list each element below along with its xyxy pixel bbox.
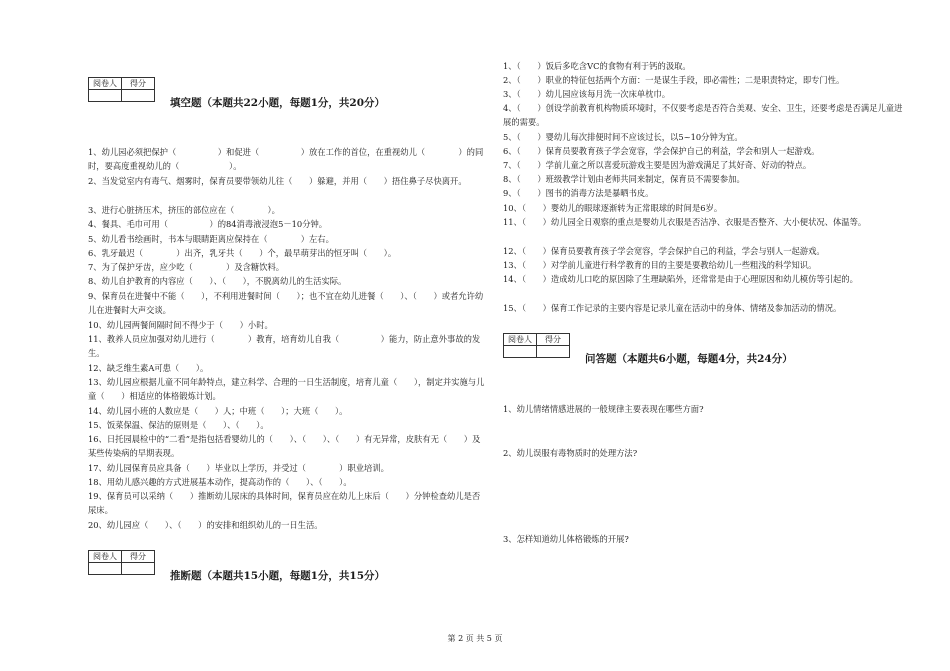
fill-question-9: 9、保育员在进餐中不能（ ），不利用进餐时间（ ）；也不宜在幼儿进餐（ ）、（ ）或者允许幼儿在进餐时大声交谈。 — [88, 291, 484, 315]
fill-question-13: 13、幼儿园应根据儿童不同年龄特点，建立科学、合理的一日生活制度，培育儿童（ ），制定并实施与儿童（ ）相适应的体格锻炼计划。 — [88, 377, 485, 401]
judge-question-6: 6、（ ）保育员要教育孩子学会宽容，学会保护自己的利益，学会和别人一起游戏。 — [503, 146, 820, 156]
reviewer-cell — [89, 90, 122, 102]
reviewer-label: 阅卷人 — [89, 551, 122, 563]
score-label: 得分 — [537, 334, 570, 346]
fill-question-3: 3、进行心脏挤压术，挤压的部位应在（ ）。 — [88, 205, 280, 215]
fill-question-5: 5、幼儿看书绘画时，书本与眼睛距离应保持在（ ）左右。 — [88, 234, 334, 244]
judge-question-3: 3、（ ）幼儿园应该每月洗一次床单枕巾。 — [503, 89, 671, 99]
score-label: 得分 — [122, 78, 155, 90]
reviewer-label: 阅卷人 — [504, 334, 537, 346]
fill-question-16: 16、日托园晨检中的“二看”是指包括看婴幼儿的（ ）、（ ）、（ ）有无异常，皮肤有无（ ）及某些传染病的早期表现。 — [88, 434, 481, 458]
fill-section-title: 填空题（本题共22小题，每题1分，共20分） — [170, 97, 386, 109]
fill-question-15: 15、饭菜保温、保洁的原则是（ ）、（ ）。 — [88, 420, 269, 430]
score-label: 得分 — [122, 551, 155, 563]
judge-question-8: 8、（ ）班级教学计划由老师共同来制定，保育员不需要参加。 — [503, 174, 745, 184]
judge-question-15: 15、（ ）保育工作记录的主要内容是记录儿童在活动中的身体、情绪及参加活动的情况。 — [503, 303, 842, 313]
reviewer-cell — [89, 563, 122, 575]
score-box-judge — [88, 550, 155, 575]
fill-question-20: 20、幼儿园应（ ）、（ ）的安排和组织幼儿的一日生活。 — [88, 520, 323, 530]
fill-question-7: 7、为了保护牙齿，应少吃（ ）及含糖饮料。 — [88, 262, 285, 272]
judge-question-10: 10、（ ）婴幼儿的眼球逐渐转为正常眼球的时间是6岁。 — [503, 203, 723, 213]
fill-question-12: 12、缺乏维生素A可患（ ）。 — [88, 363, 209, 373]
fill-question-11: 11、教养人员应加强对幼儿进行（ ）教育，培育幼儿自我（ ）能力，防止意外事故的发生。 — [88, 334, 481, 358]
judge-question-11: 11、（ ）幼儿园全日观察的重点是婴幼儿衣服是否洁净、衣服是否整齐、大小便状况、体温等。 — [503, 217, 867, 227]
fill-question-17: 17、幼儿园保育员应具备（ ）毕业以上学历，并受过（ ）职业培训。 — [88, 463, 389, 473]
fill-question-19: 19、保育员可以采纳（ ）推断幼儿尿床的具体时间，保育员应在幼儿上床后（ ）分钟检查幼儿是否尿床。 — [88, 491, 481, 515]
judge-question-4: 4、（ ）创设学前教育机构物质环境时，不仅要考虑是否符合美观、安全、卫生，还要考虑是否满足儿童进展的需要。 — [503, 103, 903, 127]
fill-question-6: 6、乳牙最迟（ ）出齐，乳牙共（ ）个，最早萌芽出的恒牙叫（ ）。 — [88, 248, 397, 258]
qa-section-title: 问答题（本题共6小题，每题4分，共24分） — [585, 353, 793, 365]
score-box-qa — [503, 333, 570, 358]
qa-question-1: 1、幼儿情绪情感进展的一般规律主要表现在哪些方面? — [503, 404, 704, 414]
judge-question-9: 9、（ ）图书的消毒方法是暴晒书皮。 — [503, 188, 654, 198]
score-cell — [537, 346, 570, 358]
reviewer-cell — [504, 346, 537, 358]
judge-question-12: 12、（ ）保育员要教育孩子学会宽容，学会保护自己的利益，学会与别人一起游戏。 — [503, 246, 825, 256]
fill-question-1: 1、幼儿园必须把保护（ ）和促进（ ）放在工作的首位，在重视幼儿（ ）的同时，要高度重视幼儿的（ ）。 — [88, 147, 484, 171]
judge-question-7: 7、（ ）学前儿童之所以喜爱玩游戏主要是因为游戏满足了其好奇、好动的特点。 — [503, 160, 812, 170]
fill-question-14: 14、幼儿园小班的人数应是（ ）人；中班（ ）；大班（ ）。 — [88, 406, 348, 416]
qa-question-3: 3、怎样知道幼儿体格锻炼的开展? — [503, 534, 629, 544]
judge-section-title: 推断题（本题共15小题，每题1分，共15分） — [170, 570, 386, 582]
reviewer-label: 阅卷人 — [89, 78, 122, 90]
judge-question-5: 5、（ ）婴幼儿每次排便时间不应该过长，以5~10分钟为宜。 — [503, 132, 743, 142]
fill-question-2: 2、当发觉室内有毒气、烟雾时，保育员要带领幼儿往（ ）躲避，并用（ ）捂住鼻子尽快离开。 — [88, 176, 467, 186]
fill-question-10: 10、幼儿园两餐间隔时间不得少于（ ）小时。 — [88, 320, 273, 330]
judge-question-1: 1、（ ）饭后多吃含VC的食物有利于钙的汲取。 — [503, 61, 691, 71]
judge-question-14: 14、（ ）造成幼儿口吃的原因除了生理缺陷外，还常常是由于心理原因和幼儿模仿等引起的。 — [503, 274, 858, 284]
score-cell — [122, 563, 155, 575]
judge-question-13: 13、（ ）对学前儿童进行科学教育的目的主要是要教给幼儿一些粗浅的科学知识。 — [503, 260, 817, 270]
judge-question-2: 2、（ ）职业的特征包括两个方面：一是谋生手段，即必需性；二是职责特定，即专门性。 — [503, 75, 845, 85]
qa-question-2: 2、幼儿误服有毒物质时的处理方法? — [503, 448, 638, 458]
fill-question-18: 18、用幼儿感兴趣的方式进展基本动作，提高动作的（ ）、（ ）。 — [88, 477, 352, 487]
page-footer: 第 2 页 共 5 页 — [447, 634, 503, 643]
score-cell — [122, 90, 155, 102]
score-box-fill — [88, 77, 155, 102]
fill-question-8: 8、幼儿自护教育的内容应（ ）、（ ），不脱离幼儿的生活实际。 — [88, 276, 347, 286]
fill-question-4: 4、餐具、毛巾可用（ ）的84消毒液浸泡5－10分钟。 — [88, 219, 328, 229]
